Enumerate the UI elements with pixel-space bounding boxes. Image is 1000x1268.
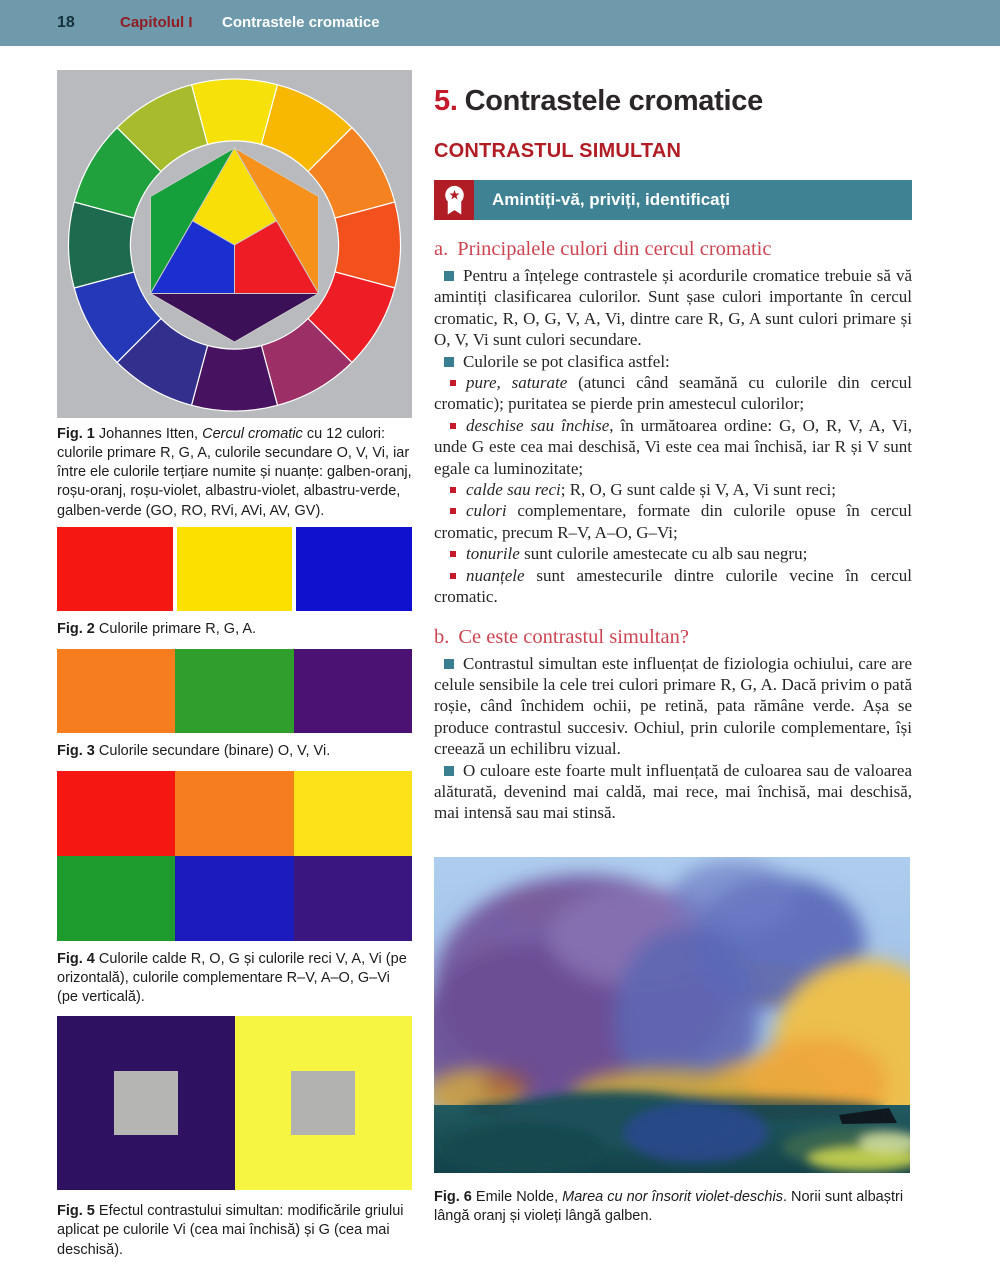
teal-square-bullet (444, 271, 454, 281)
nolde-painting (434, 857, 910, 1173)
header-title: Contrastele cromatice (222, 14, 380, 31)
text-segment: Culorile secundare (binare) O, V, Vi. (94, 742, 331, 759)
page-number: 18 (57, 14, 75, 31)
text-segment: cu 12 culori: culorile primare R, G, A, culorile secundare O, V, Vi, iar între ele culorile terțiare numite și nuanțe: galben-oranj, roșu-oranj, roșu-violet, albastru-violet, albastru-verde, galben-verde (GO, RO, RVi, AVi, AV, GV). (57, 426, 412, 519)
fig5-gray-square-right (291, 1071, 355, 1135)
section-b-paragraphs (434, 653, 912, 824)
fig2-primary-bars (57, 527, 412, 611)
paragraph (434, 479, 912, 500)
color-swatch (175, 771, 293, 856)
text-segment: Fig. 4 (57, 950, 95, 967)
paragraph (434, 565, 912, 608)
text-segment: (atunci când seamănă cu culorile din cercul cromatic); puritatea se pierde prin amestecul culorilor; (434, 373, 912, 414)
fig2-caption (57, 620, 412, 639)
fig5-yellow-panel (235, 1016, 413, 1190)
paragraph (434, 265, 912, 351)
section-b-heading (434, 626, 912, 649)
text-segment: culori (466, 501, 507, 521)
text-segment: complementare, formate din culorile opuse în cercul cromatic, precum R–V, A–O, G–Vi; (434, 501, 912, 542)
text-segment: Cercul cromatic (202, 426, 303, 442)
text-segment: pure, saturate (466, 373, 568, 393)
color-swatch (175, 856, 293, 941)
text-segment: Fig. 3 (57, 742, 95, 759)
fig3-caption (57, 742, 412, 761)
red-square-bullet (450, 487, 456, 493)
fig5-violet-panel (57, 1016, 235, 1190)
fig3-secondary-bars (57, 649, 412, 733)
section-a-heading (434, 238, 912, 261)
color-swatch (177, 527, 293, 611)
section-a-heading-text: Principalele culori din cercul cromatic (457, 238, 772, 260)
fig4-warm-cool-grid (57, 771, 412, 941)
banner-label: Amintiți-vă, priviți, identificați (492, 190, 731, 209)
red-square-bullet (450, 380, 456, 386)
text-segment: Fig. 6 (434, 1188, 472, 1205)
text-segment: Fig. 2 (57, 620, 95, 637)
teal-square-bullet (444, 766, 454, 776)
text-segment: . Norii sunt albaștri lângă oranj și violeți lângă galben. (434, 1188, 904, 1224)
color-swatch (294, 856, 412, 941)
painting-sea-patches (442, 1091, 910, 1173)
banner-icon-box (434, 180, 474, 220)
section-a-paragraphs (434, 265, 912, 608)
medal-icon (441, 184, 468, 216)
teal-square-bullet (444, 357, 454, 367)
fig5-caption (57, 1202, 412, 1259)
paragraph (434, 760, 912, 824)
color-swatch (294, 771, 412, 856)
section-subtitle: CONTRASTUL SIMULTAN (434, 140, 682, 162)
paragraph (434, 500, 912, 543)
page-title-text: Contrastele cromatice (464, 85, 763, 117)
red-square-bullet (450, 573, 456, 579)
fig4-cool-row (57, 856, 412, 941)
text-segment: O culoare este foarte mult influențată de culoarea sau de valoarea alăturată, devenind mai caldă, mai rece, mai închisă, mai deschisă, mai intensă sau mai stinsă. (434, 760, 912, 823)
article-column (434, 70, 912, 1226)
color-swatch (294, 649, 412, 733)
text-segment: ; R, O, G sunt calde și V, A, Vi sunt reci; (560, 480, 836, 500)
paragraph (434, 415, 912, 479)
text-segment: deschise sau închise (466, 415, 610, 435)
fig5-gray-square-left (114, 1071, 178, 1135)
red-square-bullet (450, 551, 456, 557)
fig5-simultaneous-contrast (57, 1016, 412, 1190)
text-segment: Pentru a înțelege contrastele și acordurile cromatice trebuie să vă amintiți clasificarea culorilor. Sunt șase culori importante în cercul cromatic, R, O, G, V, A, Vi, dintre care R, G, A sunt culori primare și O, V, Vi sunt culori secundare. (434, 266, 912, 350)
fig4-warm-row (57, 771, 412, 856)
paragraph (434, 653, 912, 760)
text-segment: nuanțele (466, 565, 525, 585)
text-segment: Fig. 5 (57, 1203, 95, 1220)
text-segment: Culorile calde R, O, G și culorile reci V, A, Vi (pe orizontală), culorile complementare R–V, A–O, G–Vi (pe verticală). (57, 950, 407, 1006)
text-segment: calde sau reci (466, 480, 561, 500)
text-segment: Johannes Itten, (94, 426, 203, 442)
color-wheel-figure (57, 70, 412, 418)
text-segment: Efectul contrastului simultan: modificările griului aplicat pe culorile Vi (cea mai închisă) și G (cea mai deschisă). (57, 1203, 404, 1258)
text-segment: Emile Nolde, (471, 1188, 563, 1205)
text-segment: , în următoarea ordine: G, O, R, V, A, Vi, unde G este cea mai deschisă, Vi este cea mai închisă, iar R și V sunt egale ca luminozitate; (434, 415, 912, 478)
color-swatch (57, 771, 175, 856)
text-segment: sunt culorile amestecate cu alb sau negru; (519, 544, 808, 564)
text-segment: tonurile (466, 544, 520, 564)
page-header-bar (0, 0, 1000, 46)
color-swatch (57, 649, 175, 733)
text-segment: Culorile primare R, G, A. (94, 620, 257, 637)
chapter-label: Capitolul I (120, 14, 193, 31)
color-swatch (57, 527, 173, 611)
text-segment: Marea cu nor însorit violet-deschis (562, 1188, 783, 1205)
text-segment: Contrastul simultan este influențat de fiziologia ochiului, care are celule sensibile la cele trei culori primare R, G, A. Dacă privim o pată roșie, când închidem ochii, pe retină, pata rămâne verde. Așa se produce contrastul succesiv. Ochiul, prin culorile complementare, își creează un echilibru vizual. (434, 653, 912, 759)
page-title (434, 84, 912, 118)
section-b-heading-text: Ce este contrastul simultan? (458, 625, 689, 648)
color-swatch (296, 527, 412, 611)
paragraph (434, 372, 912, 415)
section-a-letter: a. (434, 238, 449, 260)
red-square-bullet (450, 508, 456, 514)
figures-column (57, 70, 412, 1260)
activity-banner (434, 180, 912, 220)
text-segment: Culorile se pot clasifica astfel: (463, 351, 670, 371)
red-square-bullet (450, 423, 456, 429)
fig1-caption (57, 425, 412, 521)
paragraph (434, 543, 912, 564)
fig4-caption (57, 950, 412, 1007)
color-swatch (57, 856, 175, 941)
fig6-caption (434, 1188, 912, 1226)
paragraph (434, 351, 912, 372)
color-swatch (175, 649, 293, 733)
section-b-letter: b. (434, 625, 450, 648)
teal-square-bullet (444, 659, 454, 669)
page-title-number: 5. (434, 85, 458, 117)
text-segment: sunt amestecurile dintre culorile vecine în cercul cromatic. (434, 565, 912, 607)
text-segment: Fig. 1 (57, 426, 95, 442)
